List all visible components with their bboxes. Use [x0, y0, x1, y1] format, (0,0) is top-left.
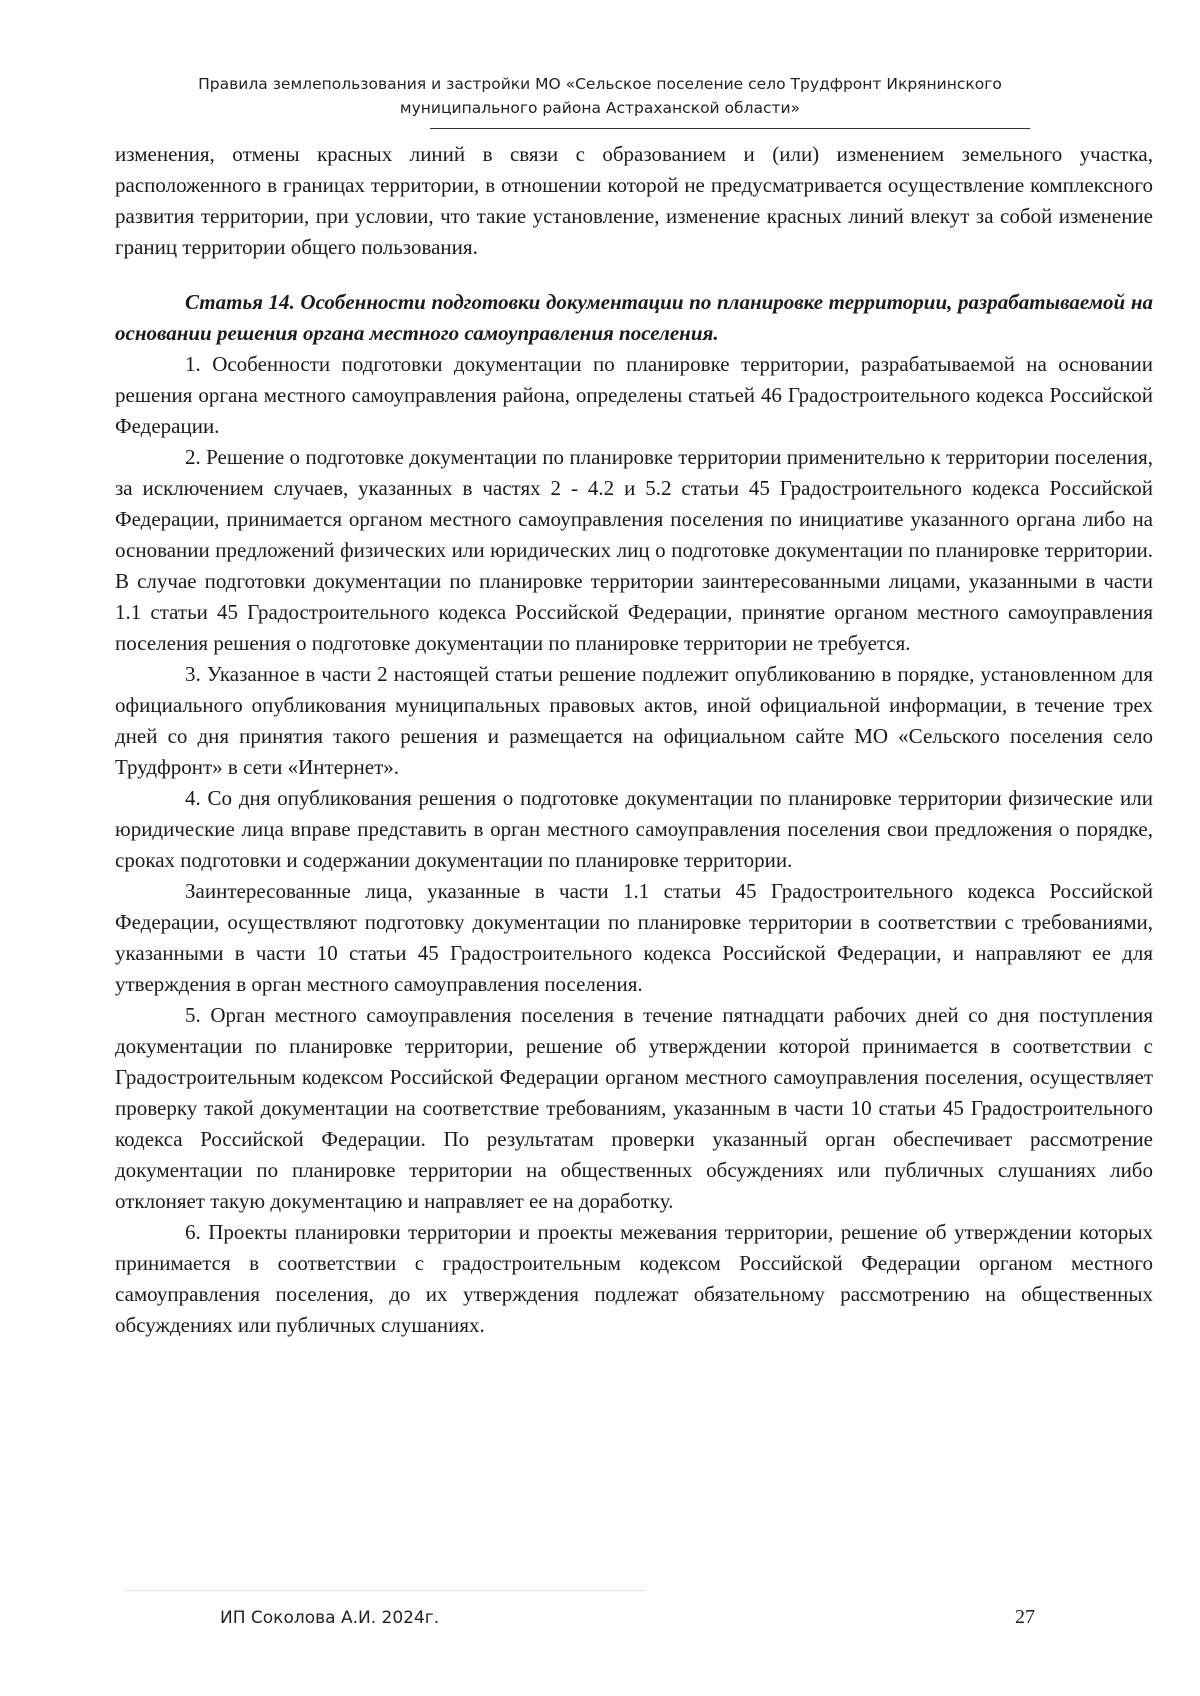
paragraph-2: 2. Решение о подготовке документации по планировке территории применительно к территории поселения, за исключением случаев, указанных в частях 2 - 4.2 и 5.2 статьи 45 Градостроительного кодекса Российской Федерации, принимается органом местного самоуправления поселения по инициативе указанного органа либо на основании предложений физических или юридических лиц о подготовке документации по планировке территории. В случае подготовки документации по планировке территории заинтересованными лицами, указанными в части 1.1 статьи 45 Градостроительного кодекса Российской Федерации, принятие органом местного самоуправления поселения решения о подготовке документации по планировке территории не требуется. [115, 445, 1153, 655]
paragraph-3: 3. Указанное в части 2 настоящей статьи решение подлежит опубликованию в порядке, установленном для официального опубликования муниципальных правовых актов, иной официальной информации, в течение трех дней со дня принятия такого решения и размещается на официальном сайте МО «Сельского поселения село Трудфронт» в сети «Интернет». [115, 662, 1153, 779]
paragraph-4: 4. Со дня опубликования решения о подготовке документации по планировке территории физические или юридические лица вправе представить в орган местного самоуправления поселения свои предложения о порядке, сроках подготовки и содержании документации по планировке территории. [115, 786, 1153, 872]
article-heading: Статья 14. Особенности подготовки документации по планировке территории, разрабатываемой на основании решения органа местного самоуправления поселения. [115, 290, 1153, 345]
header-rule [430, 128, 1030, 129]
paragraph-5: 5. Орган местного самоуправления поселения в течение пятнадцати рабочих дней со дня поступления документации по планировке территории, решение об утверждении которой принимается в соответствии с Градостроительным кодексом Российской Федерации органом местного самоуправления поселения, осуществляет проверку такой документации на соответствие требованиям, указанным в части 10 статьи 45 Градостроительного кодекса Российской Федерации. По результатам проверки указанный орган обеспечивает рассмотрение документации по планировке территории на общественных обсуждениях или публичных слушаниях либо отклоняет такую документацию и направляет ее на доработку. [115, 1003, 1153, 1213]
running-header [150, 72, 1050, 120]
page-number: 27 [1015, 1606, 1035, 1628]
running-header-line-1: Правила землепользования и застройки МО «Сельское поселение село Трудфронт Икрянинского [198, 75, 1002, 93]
document-body [115, 139, 1153, 1341]
paragraph-4-continuation: Заинтересованные лица, указанные в части 1.1 статьи 45 Градостроительного кодекса Российской Федерации, осуществляют подготовку документации по планировке территории в соответствии с требованиями, указанными в части 10 статьи 45 Градостроительного кодекса Российской Федерации, и направляют ее для утверждения в орган местного самоуправления поселения. [115, 879, 1153, 996]
running-header-line-2: муниципального района Астраханской области» [399, 99, 801, 117]
paragraph-1: 1. Особенности подготовки документации по планировке территории, разрабатываемой на основании решения органа местного самоуправления района, определены статьей 46 Градостроительного кодекса Российской Федерации. [115, 352, 1153, 438]
paragraph-6: 6. Проекты планировки территории и проекты межевания территории, решение об утверждении которых принимается в соответствии с градостроительным кодексом Российской Федерации органом местного самоуправления поселения, до их утверждения подлежат обязательному рассмотрению на общественных обсуждениях или публичных слушаниях. [115, 1220, 1153, 1337]
footer-author: ИП Соколова А.И. 2024г. [220, 1608, 440, 1628]
continuation-paragraph: изменения, отмены красных линий в связи с образованием и (или) изменением земельного участка, расположенного в границах территории, в отношении которой не предусматривается осуществление комплексного развития территории, при условии, что такие установление, изменение красных линий влекут за собой изменение границ территории общего пользования. [115, 142, 1153, 259]
footer-dotted-line [125, 1590, 645, 1592]
